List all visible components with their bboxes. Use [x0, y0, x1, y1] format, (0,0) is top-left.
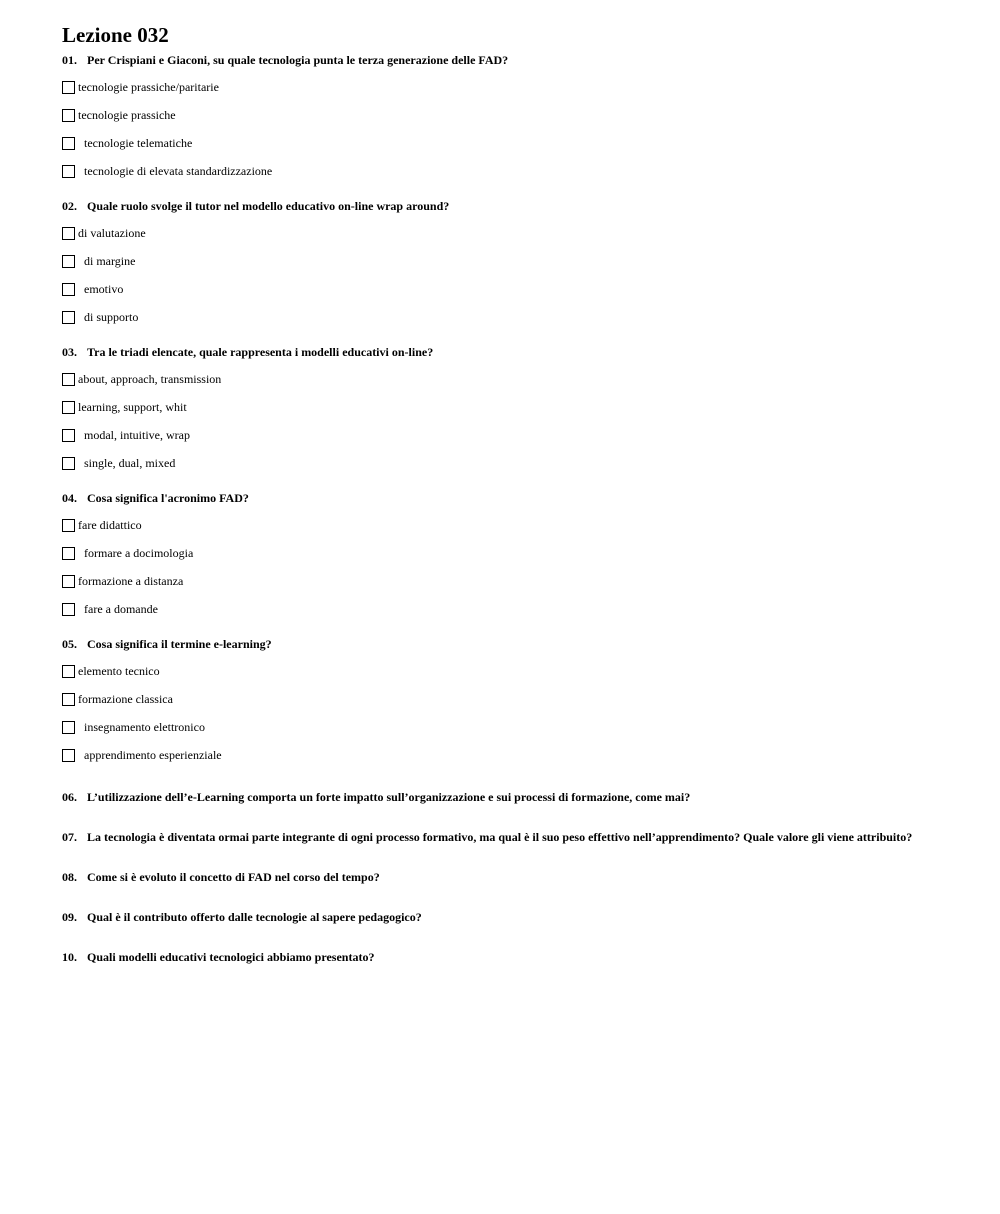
checkbox[interactable]	[62, 137, 75, 150]
checkbox[interactable]	[62, 165, 75, 178]
answer-label: formazione classica	[78, 691, 173, 706]
answer-option[interactable]	[62, 713, 942, 741]
answer-option[interactable]	[62, 129, 942, 157]
answer-label: di valutazione	[78, 225, 146, 240]
checkbox[interactable]	[62, 81, 75, 94]
checkbox[interactable]	[62, 373, 75, 386]
question-01	[62, 53, 942, 185]
checkbox[interactable]	[62, 519, 75, 532]
answer-option[interactable]	[62, 219, 942, 247]
question-label: Cosa significa l'acronimo FAD?	[87, 491, 249, 505]
answer-option[interactable]	[62, 303, 942, 331]
answer-options	[62, 219, 942, 331]
question-label: Tra le triadi elencate, quale rappresenta i modelli educativi on-line?	[87, 345, 434, 359]
question-10	[62, 950, 942, 964]
checkbox[interactable]	[62, 457, 75, 470]
checkbox[interactable]	[62, 227, 75, 240]
answer-label: formare a docimologia	[84, 545, 194, 560]
answer-label: tecnologie prassiche	[78, 107, 176, 122]
checkbox[interactable]	[62, 429, 75, 442]
question-02	[62, 199, 942, 331]
answer-label: tecnologie di elevata standardizzazione	[84, 163, 273, 178]
answer-label: modal, intuitive, wrap	[84, 427, 190, 442]
question-text	[62, 345, 942, 359]
answer-label: fare didattico	[78, 517, 142, 532]
question-09	[62, 910, 942, 924]
question-04	[62, 491, 942, 623]
answer-options	[62, 73, 942, 185]
answer-label: elemento tecnico	[78, 663, 160, 678]
question-06	[62, 790, 942, 804]
question-number: 02.	[62, 199, 77, 213]
answer-label: fare a domande	[84, 601, 158, 616]
question-number: 01.	[62, 53, 77, 67]
answer-option[interactable]	[62, 685, 942, 713]
question-number: 06.	[62, 790, 77, 804]
answer-options	[62, 365, 942, 477]
answer-option[interactable]	[62, 393, 942, 421]
question-number: 05.	[62, 637, 77, 651]
question-number: 10.	[62, 950, 77, 964]
answer-options	[62, 511, 942, 623]
answer-label: emotivo	[84, 281, 124, 296]
answer-label: di supporto	[84, 309, 139, 324]
answer-option[interactable]	[62, 539, 942, 567]
answer-option[interactable]	[62, 421, 942, 449]
checkbox[interactable]	[62, 575, 75, 588]
question-03	[62, 345, 942, 477]
answer-option[interactable]	[62, 157, 942, 185]
answer-label: apprendimento esperienziale	[84, 747, 222, 762]
answer-option[interactable]	[62, 275, 942, 303]
answer-label: formazione a distanza	[78, 573, 184, 588]
question-text	[62, 199, 942, 213]
question-text	[62, 637, 942, 651]
question-label: Quali modelli educativi tecnologici abbiamo presentato?	[87, 950, 375, 964]
question-label: Quale ruolo svolge il tutor nel modello educativo on-line wrap around?	[87, 199, 450, 213]
question-number: 09.	[62, 910, 77, 924]
answer-option[interactable]	[62, 73, 942, 101]
question-number: 03.	[62, 345, 77, 359]
quiz-page	[62, 20, 942, 990]
question-text	[62, 491, 942, 505]
answer-option[interactable]	[62, 247, 942, 275]
checkbox[interactable]	[62, 693, 75, 706]
checkbox[interactable]	[62, 749, 75, 762]
question-text	[62, 53, 942, 67]
page-title: Lezione 032	[62, 23, 169, 47]
answer-label: di margine	[84, 253, 136, 268]
checkbox[interactable]	[62, 721, 75, 734]
answer-label: single, dual, mixed	[84, 455, 176, 470]
question-label: Qual è il contributo offerto dalle tecnologie al sapere pedagogico?	[87, 910, 422, 924]
checkbox[interactable]	[62, 311, 75, 324]
answer-label: about, approach, transmission	[78, 371, 222, 386]
question-label: Per Crispiani e Giaconi, su quale tecnologia punta le terza generazione delle FAD?	[87, 53, 509, 67]
answer-options	[62, 657, 942, 769]
question-label: Come si è evoluto il concetto di FAD nel corso del tempo?	[87, 870, 380, 884]
question-label: Cosa significa il termine e-learning?	[87, 637, 272, 651]
answer-option[interactable]	[62, 449, 942, 477]
checkbox[interactable]	[62, 109, 75, 122]
answer-option[interactable]	[62, 101, 942, 129]
answer-option[interactable]	[62, 657, 942, 685]
checkbox[interactable]	[62, 547, 75, 560]
checkbox[interactable]	[62, 283, 75, 296]
answer-label: learning, support, whit	[78, 399, 187, 414]
answer-option[interactable]	[62, 741, 942, 769]
question-number: 07.	[62, 830, 77, 844]
checkbox[interactable]	[62, 401, 75, 414]
question-number: 08.	[62, 870, 77, 884]
checkbox[interactable]	[62, 255, 75, 268]
question-07	[62, 830, 942, 844]
question-number: 04.	[62, 491, 77, 505]
answer-label: insegnamento elettronico	[84, 719, 205, 734]
question-05	[62, 637, 942, 769]
answer-option[interactable]	[62, 567, 942, 595]
answer-label: tecnologie telematiche	[84, 135, 193, 150]
open-questions	[62, 790, 942, 964]
answer-option[interactable]	[62, 595, 942, 623]
question-label: L’utilizzazione dell’e-Learning comporta un forte impatto sull’organizzazione e sui processi di formazione, come mai?	[87, 790, 691, 804]
question-label: La tecnologia è diventata ormai parte integrante di ogni processo formativo, ma qual è il suo peso effettivo nell’apprendimento? Quale valore gli viene attribuito?	[87, 830, 913, 844]
checkbox[interactable]	[62, 603, 75, 616]
answer-option[interactable]	[62, 365, 942, 393]
checkbox[interactable]	[62, 665, 75, 678]
answer-option[interactable]	[62, 511, 942, 539]
answer-label: tecnologie prassiche/paritarie	[78, 79, 219, 94]
question-08	[62, 870, 942, 884]
